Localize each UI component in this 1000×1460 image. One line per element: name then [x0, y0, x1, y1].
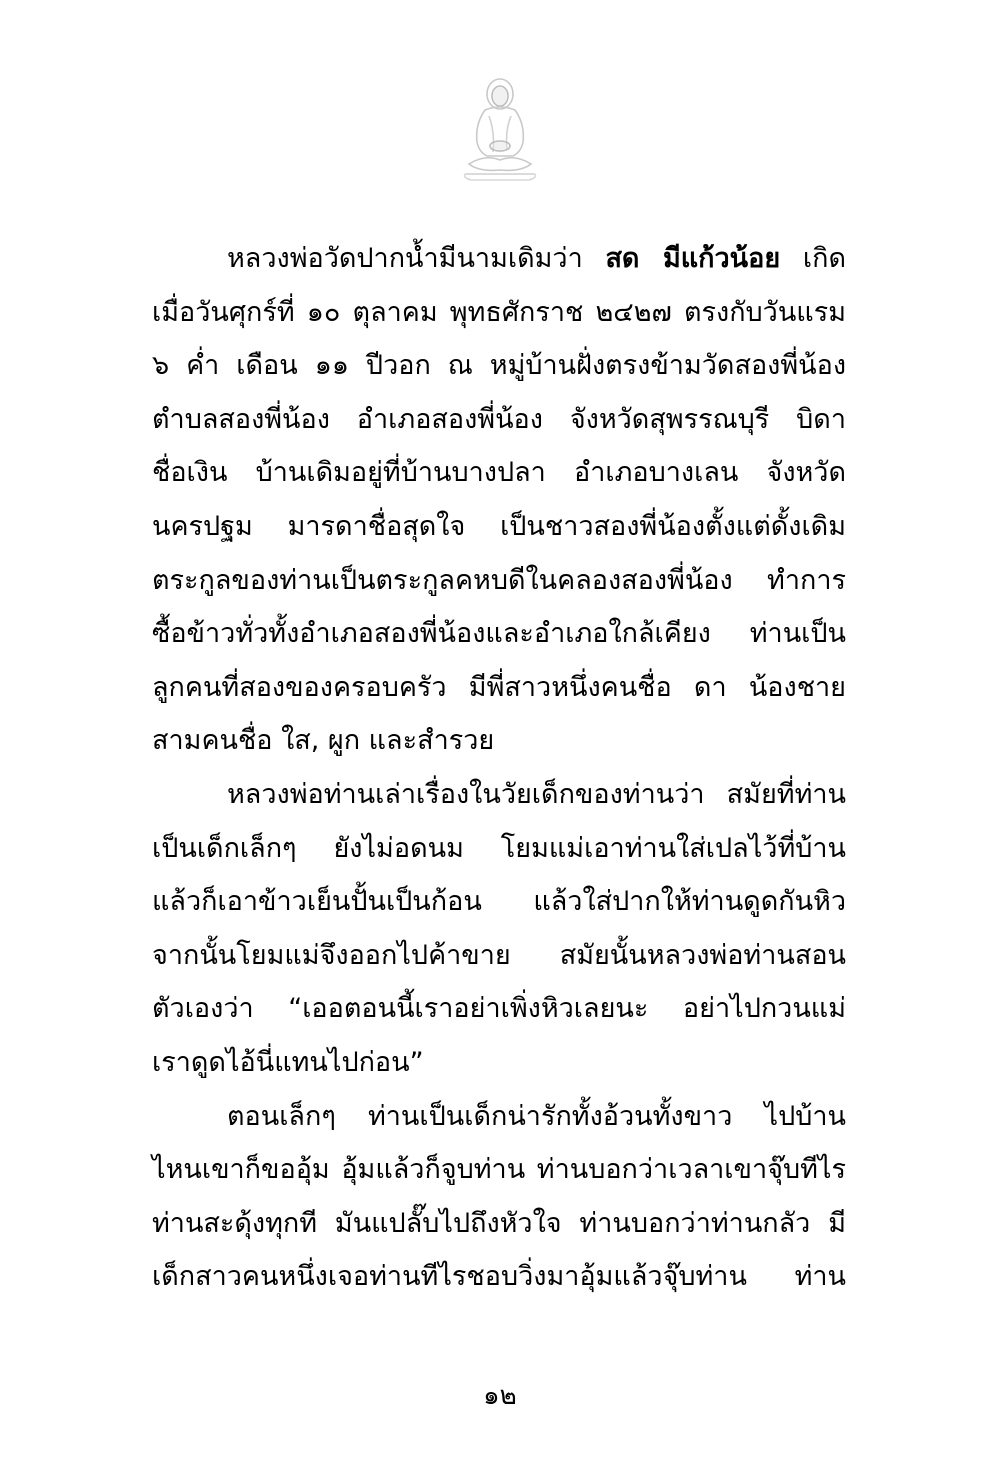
- text-line: นครปฐม มารดาชื่อสุดใจ เป็นชาวสองพี่น้องตั้งแต่ดั้งเดิม: [152, 510, 846, 542]
- text-line: แล้วก็เอาข้าวเย็นปั้นเป็นก้อน แล้วใส่ปากให้ท่านดูดกันหิว: [152, 886, 846, 918]
- paragraph: [152, 768, 846, 1090]
- page-number: ๑๒: [483, 1381, 517, 1411]
- text-line: หลวงพ่อท่านเล่าเรื่องในวัยเด็กของท่านว่า สมัยที่ท่าน: [227, 778, 846, 810]
- text-line: เมื่อวันศุกร์ที่ ๑๐ ตุลาคม พุทธศักราช ๒๔๒๗ ตรงกับวันแรม: [152, 296, 846, 328]
- text-line: สามคนชื่อ ใส, ผูก และสำรวย: [152, 725, 495, 757]
- text-line: ชื่อเงิน บ้านเดิมอยู่ที่บ้านบางปลา อำเภอบางเลน จังหวัด: [152, 457, 846, 489]
- bold-name: สด มีแก้วน้อย: [605, 243, 781, 274]
- text-line: ตอนเล็กๆ ท่านเป็นเด็กน่ารักทั้งอ้วนทั้งขาว ไปบ้าน: [227, 1100, 846, 1132]
- text-segment: เกิด: [780, 243, 846, 274]
- text-line: [152, 232, 846, 286]
- seated-monk-watermark-icon: [455, 72, 545, 187]
- text-line: ไหนเขาก็ขออุ้ม อุ้มแล้วก็จูบท่าน ท่านบอกว่าเวลาเขาจุ๊บทีไร: [152, 1154, 846, 1186]
- text-line: ตำบลสองพี่น้อง อำเภอสองพี่น้อง จังหวัดสุพรรณบุรี บิดา: [152, 403, 846, 435]
- paragraph: [152, 232, 846, 768]
- text-line: จากนั้นโยมแม่จึงออกไปค้าขาย สมัยนั้นหลวงพ่อท่านสอน: [152, 939, 846, 971]
- text-line: ตระกูลของท่านเป็นตระกูลคหบดีในคลองสองพี่น้อง ทำการ: [152, 564, 846, 596]
- text-line: ซื้อข้าวทั่วทั้งอำเภอสองพี่น้องและอำเภอใกล้เคียง ท่านเป็น: [152, 618, 846, 650]
- text-line: เด็กสาวคนหนึ่งเจอท่านทีไรชอบวิ่งมาอุ้มแล้วจุ๊บท่าน ท่าน: [152, 1261, 846, 1293]
- body-text: [152, 232, 846, 1304]
- text-line: เราดูดไอ้นี่แทนไปก่อน”: [152, 1046, 424, 1078]
- text-line: ท่านสะดุ้งทุกที มันแปลั๊บไปถึงหัวใจ ท่านบอกว่าท่านกลัว มี: [152, 1207, 846, 1239]
- text-line: ลูกคนที่สองของครอบครัว มีพี่สาวหนึ่งคนชื่อ ดา น้องชาย: [152, 671, 846, 703]
- text-line: ตัวเองว่า “เออตอนนี้เราอย่าเพิ่งหิวเลยนะ อย่าไปกวนแม่: [152, 993, 846, 1025]
- paragraph: [152, 1090, 846, 1304]
- text-segment: หลวงพ่อวัดปากน้ำมีนามเดิมว่า: [227, 243, 606, 274]
- text-line: ๖ ค่ำ เดือน ๑๑ ปีวอก ณ หมู่บ้านฝั่งตรงข้ามวัดสองพี่น้อง: [152, 350, 846, 382]
- text-line: เป็นเด็กเล็กๆ ยังไม่อดนม โยมแม่เอาท่านใส่เปลไว้ที่บ้าน: [152, 832, 846, 864]
